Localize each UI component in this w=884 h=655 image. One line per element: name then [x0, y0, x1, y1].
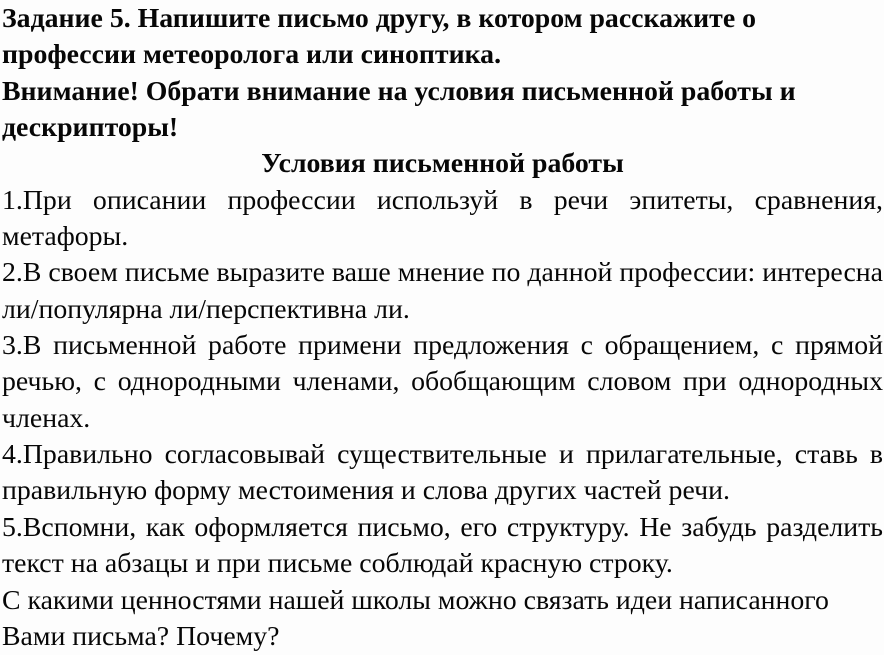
attention-note: Внимание! Обрати внимание на условия письменной работы и дескрипторы!: [2, 75, 796, 144]
closing-question: С какими ценностями нашей школы можно связать идеи написанного Вами письма? Почему?: [2, 584, 829, 652]
task-statement: Задание 5. Напишите письмо другу, в котором расскажите о профессии метеоролога или синоптика.: [2, 3, 757, 71]
condition-item-1: 1.При описании профессии используй в речи эпитеты, сравнения, метафоры.: [2, 184, 883, 253]
condition-item-3: 3.В письменной работе примени предложения с обращением, с прямой речью, с однородными членами, обобщающим словом при однородных членах.: [2, 330, 883, 434]
conditions-title: Условия письменной работы: [261, 148, 624, 180]
condition-item-2: 2.В своем письме выразите ваше мнение по данной профессии: интересна ли/популярна ли/перспективна ли.: [2, 257, 883, 325]
condition-item-4: 4.Правильно согласовывай существительные и прилагательные, ставь в правильную форму местоимения и слова других частей речи.: [2, 439, 883, 507]
condition-item-5: 5.Вспомни, как оформляется письмо, его структуру. Не забудь разделить текст на абзацы и при письме соблюдай красную строку.: [2, 511, 883, 580]
